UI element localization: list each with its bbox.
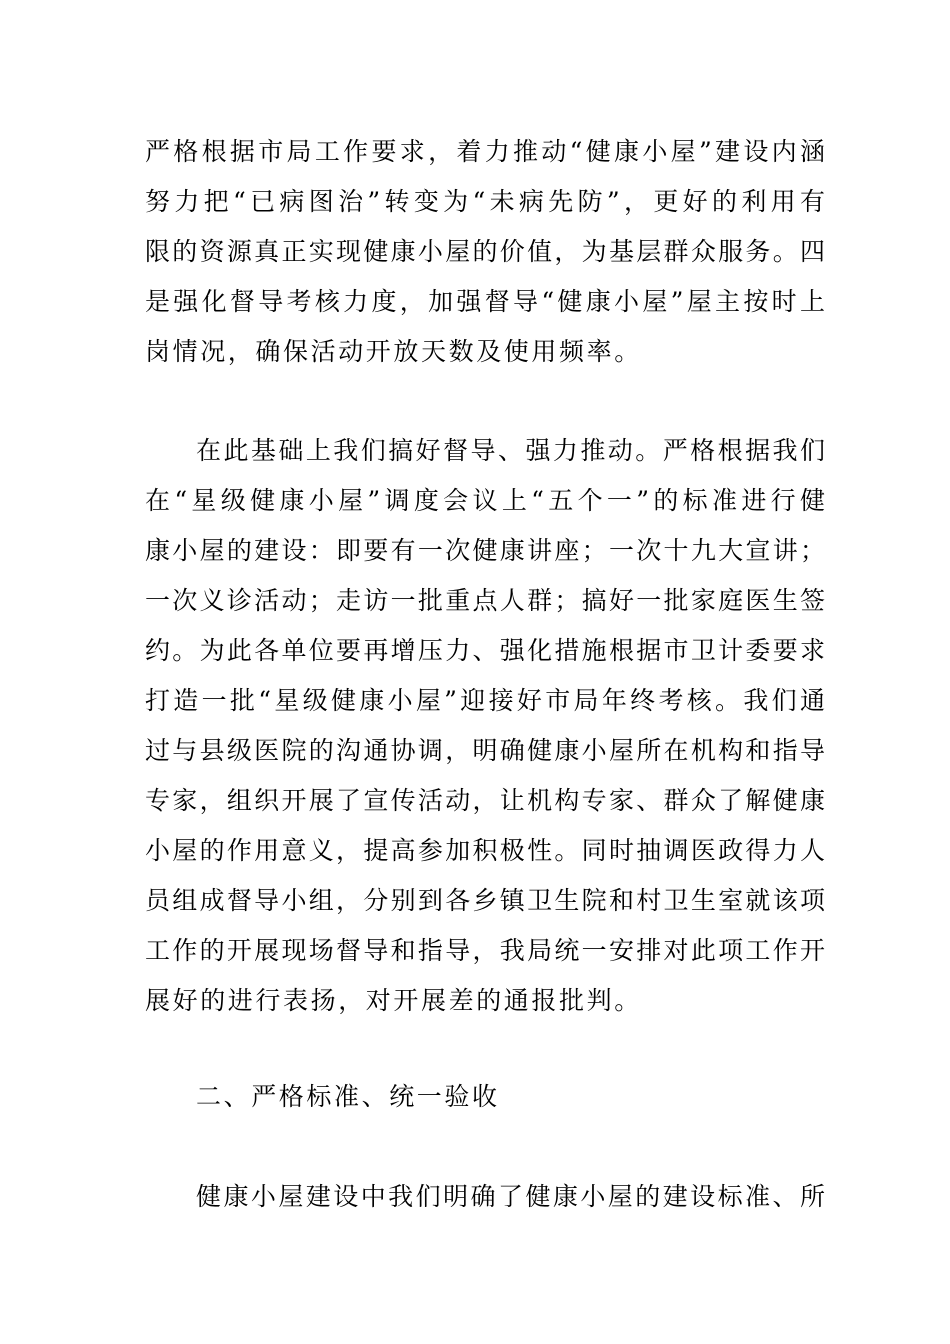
text-line: 严格根据市局工作要求，着力推动“健康小屋”建设内涵 (145, 137, 825, 166)
text-line: 约。为此各单位要再增压力、强化措施根据市卫计委要求 (145, 636, 825, 665)
text-line: 专家，组织开展了宣传活动，让机构专家、群众了解健康 (145, 786, 825, 815)
text-line: 小屋的作用意义，提高参加积极性。同时抽调医政得力人 (145, 836, 825, 865)
text-line: 打造一批“星级健康小屋”迎接好市局年终考核。我们通 (145, 686, 825, 715)
text-line: 过与县级医院的沟通协调，明确健康小屋所在机构和指导 (145, 736, 825, 765)
text-line: 岗情况，确保活动开放天数及使用频率。 (145, 337, 642, 366)
text-line: 限的资源真正实现健康小屋的价值，为基层群众服务。四 (145, 237, 825, 266)
text-line: 努力把“已病图治”转变为“未病先防”，更好的利用有 (145, 187, 825, 216)
text-line: 一次义诊活动；走访一批重点人群；搞好一批家庭医生签 (145, 586, 825, 615)
text-line: 在此基础上我们搞好督导、强力推动。严格根据我们 (196, 436, 825, 465)
text-line: 健康小屋建设中我们明确了健康小屋的建设标准、所 (196, 1182, 825, 1211)
text-line: 康小屋的建设：即要有一次健康讲座；一次十九大宣讲； (145, 536, 825, 565)
text-line: 工作的开展现场督导和指导，我局统一安排对此项工作开 (145, 936, 825, 965)
text-line: 是强化督导考核力度，加强督导“健康小屋”屋主按时上 (145, 287, 825, 316)
text-line: 在“星级健康小屋”调度会议上“五个一”的标准进行健 (145, 486, 825, 515)
section-heading: 二、严格标准、统一验收 (196, 1082, 500, 1111)
text-line: 员组成督导小组，分别到各乡镇卫生院和村卫生室就该项 (145, 886, 825, 915)
text-line: 展好的进行表扬，对开展差的通报批判。 (145, 986, 642, 1015)
